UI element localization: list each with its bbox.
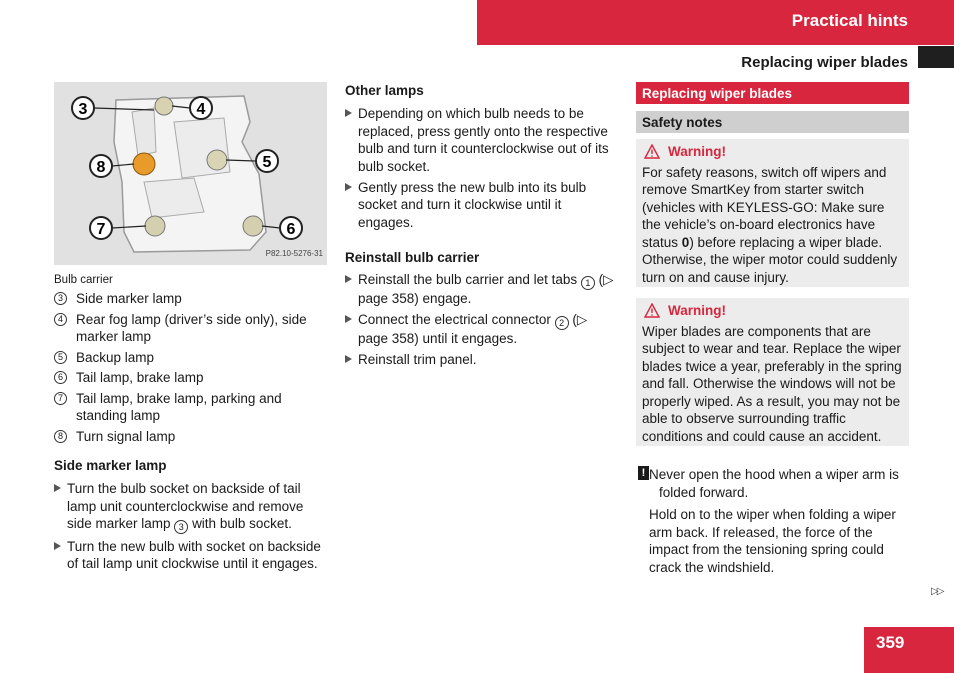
warning-header (644, 302, 903, 320)
legend-number: 7 (54, 392, 67, 405)
bullet-arrow-icon (54, 542, 61, 550)
warning-text (642, 164, 903, 287)
legend-list (54, 290, 327, 448)
bullet-arrow-icon (54, 484, 61, 492)
legend-item (54, 349, 327, 367)
figure-caption: Bulb carrier (54, 274, 113, 286)
side-marker-heading: Side marker lamp (54, 458, 167, 473)
step-item (345, 271, 615, 308)
warning-triangle-icon (644, 303, 660, 318)
callout-3: 3 (78, 101, 88, 118)
page-reference-link[interactable]: (▷ page 358) engage. (358, 272, 614, 306)
bulb-carrier-figure (54, 82, 327, 265)
bullet-arrow-icon (345, 275, 352, 283)
warning-text: Wiper blades are components that are subject to wear and tear. Replace the wiper blades twice a year, preferably in the spring and fall. Otherwise the windows will not be properly wiped. As a result, you may not be able to observe surrounding traffic conditions and could cause an accident. (642, 323, 902, 444)
subsection-bar: Replacing wiper blades (636, 82, 909, 104)
legend-item (54, 390, 327, 425)
bullet-arrow-icon (345, 183, 352, 191)
ref-number: 3 (174, 520, 188, 534)
bullet-arrow-icon (345, 109, 352, 117)
bullet-arrow-icon (345, 315, 352, 323)
note-text: Never open the hood when a wiper arm is folded forward. (649, 467, 899, 500)
page-reference-link[interactable]: (▷ page 358) until it engages. (358, 312, 588, 346)
step-item (54, 538, 329, 573)
legend-number: 4 (54, 313, 67, 326)
warning-triangle-icon (644, 144, 660, 159)
continued-arrows-icon: ▷▷ (931, 586, 943, 597)
step-text: Reinstall trim panel. (358, 352, 477, 367)
warning-title: Warning! (668, 144, 726, 159)
bullet-arrow-icon (345, 355, 352, 363)
callout-8: 8 (96, 159, 106, 176)
legend-number: 5 (54, 351, 67, 364)
warning-box-2 (636, 298, 909, 446)
section-title: Replacing wiper blades (741, 54, 908, 71)
legend-item (54, 311, 327, 346)
step-item (54, 480, 329, 534)
reinstall-steps (345, 271, 615, 372)
step-item (345, 351, 615, 369)
legend-number: 3 (54, 292, 67, 305)
chapter-title: Practical hints (791, 11, 908, 30)
legend-text: Turn signal lamp (76, 428, 176, 444)
note-text: Hold on to the wiper when folding a wiper arm back. If released, the force of the impact from the tensioning spring could crack the windshield. (649, 507, 896, 575)
caution-note (636, 466, 909, 581)
warning-text-part: For safety reasons, switch off wipers and remove SmartKey from starter switch (vehicles with KEYLESS-GO: Make sure the vehicle’s on-board electronics have status (642, 164, 887, 250)
step-text: Connect the electrical connector (358, 312, 551, 327)
exclamation-icon: ! (638, 466, 649, 480)
legend-text: Side marker lamp (76, 291, 182, 306)
step-item (345, 311, 615, 348)
step-text: Depending on which bulb needs to be replaced, press gently onto the respective bulb and turn it counterclockwise out of its bulb socket. (358, 106, 609, 174)
warning-header (644, 143, 903, 161)
step-text: Gently press the new bulb into its bulb socket and turn it clockwise until it engages. (358, 179, 587, 230)
legend-text: Tail lamp, brake lamp (76, 370, 204, 385)
status-value: 0 (681, 234, 690, 250)
other-lamps-steps (345, 105, 620, 235)
side-marker-steps (54, 480, 329, 576)
bulb-carrier-illustration (54, 82, 327, 265)
warning-title: Warning! (668, 303, 726, 318)
callout-5: 5 (262, 154, 272, 171)
legend-item (54, 290, 327, 308)
legend-item (54, 428, 327, 446)
step-text: Turn the new bulb with socket on backside of tail lamp unit clockwise until it engages. (67, 538, 321, 571)
step-item (345, 179, 620, 232)
callout-6: 6 (286, 221, 296, 238)
step-text: with bulb socket. (192, 516, 292, 531)
legend-item (54, 369, 327, 387)
page-number: 359 (876, 633, 905, 652)
warning-text-part: ) before replacing a wiper blade. Otherwise, the wiper motor could suddenly turn on and cause injury. (642, 234, 898, 285)
callout-7: 7 (96, 221, 106, 238)
callout-4: 4 (196, 101, 206, 118)
legend-number: 8 (54, 430, 67, 443)
step-text: Turn the bulb socket on backside of tail lamp unit counterclockwise and remove side marker lamp (67, 481, 304, 531)
side-tab-marker (918, 46, 954, 68)
legend-text: Rear fog lamp (driver’s side only), side marker lamp (76, 311, 307, 344)
other-lamps-heading: Other lamps (345, 83, 424, 98)
ref-number: 2 (555, 316, 569, 330)
legend-number: 6 (54, 371, 67, 384)
step-text: Reinstall the bulb carrier and let tabs (358, 272, 578, 287)
step-item (345, 105, 620, 175)
warning-box-1 (636, 139, 909, 287)
safety-notes-bar: Safety notes (636, 111, 909, 133)
legend-text: Tail lamp, brake lamp, parking and standing lamp (76, 390, 282, 423)
figure-code: P82.10-5276-31 (265, 248, 323, 258)
reinstall-heading: Reinstall bulb carrier (345, 250, 480, 265)
legend-text: Backup lamp (76, 349, 155, 365)
ref-number: 1 (581, 276, 595, 290)
